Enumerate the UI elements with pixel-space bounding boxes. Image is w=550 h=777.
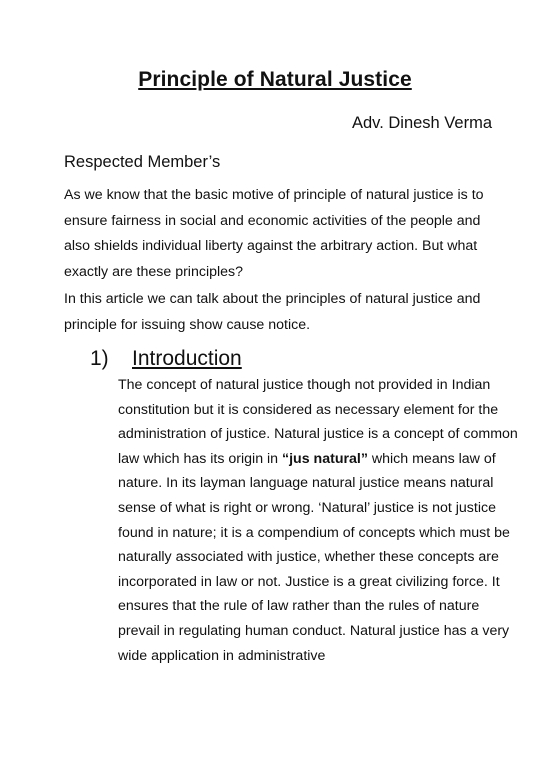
section-body	[118, 373, 518, 668]
article-scope-paragraph: In this article we can talk about the principles of natural justice and principle for issuing show cause notice.	[64, 291, 481, 333]
section-body-text-1: The concept of natural justice though not provided in Indian constitution but it is considered as necessary element for the administration of justice. Natural justice is a concept of common law which has its origin in	[118, 377, 518, 467]
section-number: 1)	[90, 347, 109, 370]
section-title: Introduction	[132, 347, 242, 370]
section-heading	[90, 346, 242, 372]
bold-term: “jus natural”	[282, 450, 368, 467]
greeting: Respected Member’s	[64, 153, 221, 171]
author-name: Adv. Dinesh Verma	[351, 114, 492, 132]
intro-paragraph: As we know that the basic motive of principle of natural justice is to ensure fairness in social and economic activities of the people and also shields individual liberty against the arbitrary action. But what exactly are these principles?	[64, 187, 484, 280]
section-body-text-2: which means law of nature. In its layman language natural justice means natural sense of what is right or wrong. ‘Natural’ justice is not justice found in nature; it is a compendium of concepts which must be naturally associated with justice, whether these concepts are incorporated in law or not. Justice is a great civilizing force. It ensures that the rule of law rather than the rules of nature prevail in regulating human conduct. Natural justice has a very wide application in administrative	[118, 450, 510, 664]
page-title: Principle of Natural Justice	[138, 68, 412, 91]
